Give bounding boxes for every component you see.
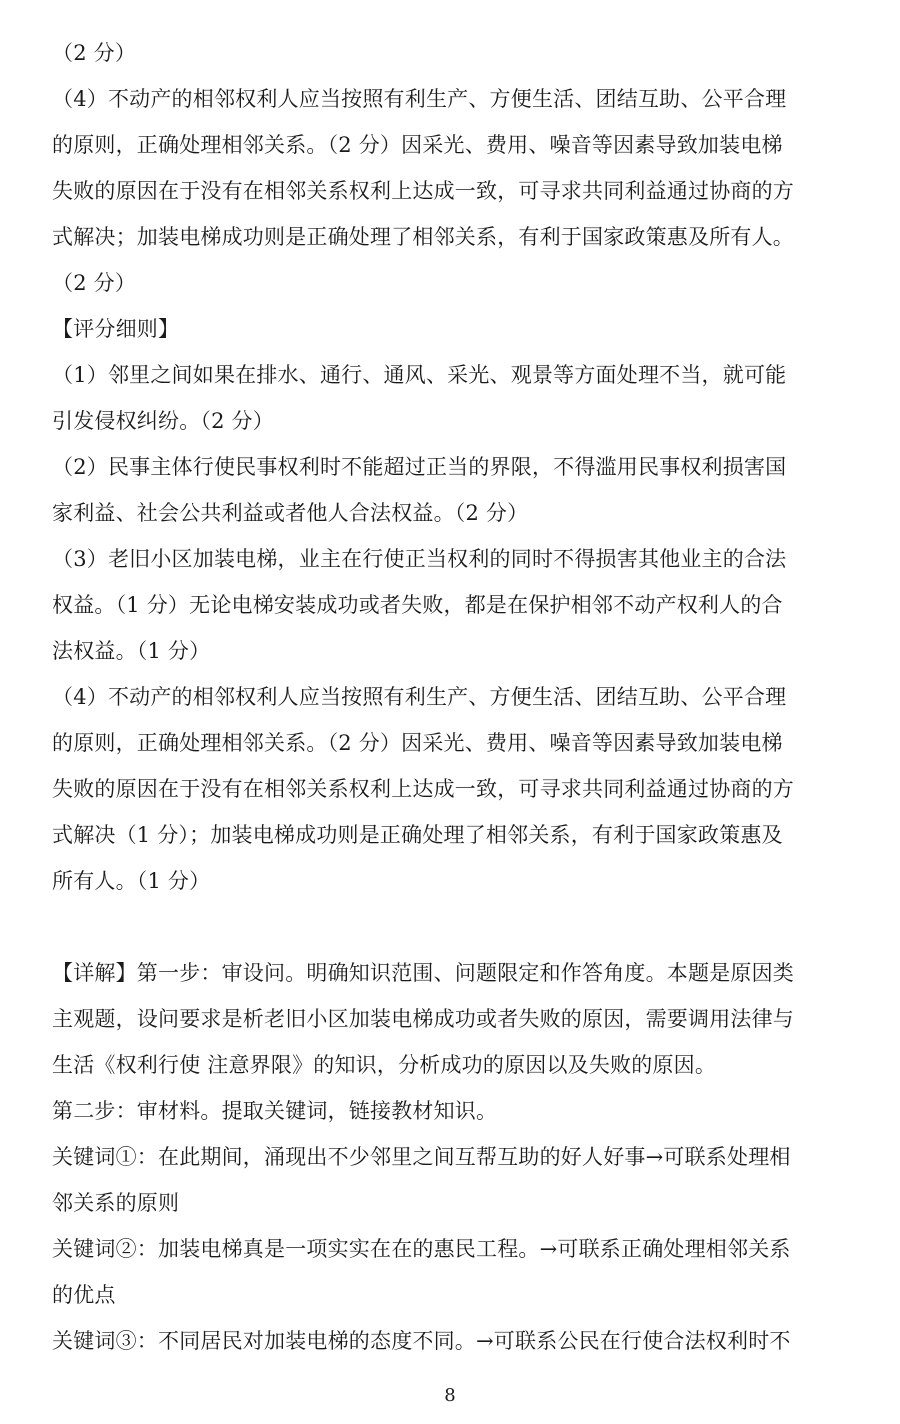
text-line: 家利益、社会公共利益或者他人合法权益。（2 分） [52, 501, 529, 525]
text-line: 第二步：审材料。提取关键词，链接教材知识。 [52, 1099, 498, 1123]
text-line: 关键词②：加装电梯真是一项实实在在的惠民工程。→可联系正确处理相邻关系 [52, 1237, 791, 1261]
text-line: 所有人。（1 分） [52, 869, 211, 893]
text-line: （1）邻里之间如果在排水、通行、通风、采光、观景等方面处理不当，就可能 [52, 363, 787, 387]
text-line: 法权益。（1 分） [52, 639, 211, 663]
text-line: （4）不动产的相邻权利人应当按照有利生产、方便生活、团结互助、公平合理 [52, 87, 787, 111]
page-number: 8 [444, 1385, 456, 1406]
text-line: 式解决；加装电梯成功则是正确处理了相邻关系，有利于国家政策惠及所有人。 [52, 225, 794, 249]
text-line: 失败的原因在于没有在相邻关系权利上达成一致，可寻求共同利益通过协商的方 [52, 777, 794, 801]
text-line: （3）老旧小区加装电梯，业主在行使正当权利的同时不得损害其他业主的合法 [52, 547, 787, 571]
answer-section [52, 30, 862, 904]
text-line: 【详解】第一步：审设问。明确知识范围、问题限定和作答角度。本题是原因类 [52, 961, 794, 985]
section-heading: 【评分细则】 [52, 317, 180, 341]
text-line: 的原则，正确处理相邻关系。（2 分）因采光、费用、噪音等因素导致加装电梯 [52, 731, 783, 755]
text-line: 邻关系的原则 [52, 1191, 180, 1215]
text-line: 的优点 [52, 1283, 116, 1307]
text-line: 主观题，设问要求是析老旧小区加装电梯成功或者失败的原因，需要调用法律与 [52, 1007, 794, 1031]
text-line: 生活《权利行使 注意界限》的知识，分析成功的原因以及失败的原因。 [52, 1053, 717, 1077]
text-line: 式解决（1 分）；加装电梯成功则是正确处理了相邻关系，有利于国家政策惠及 [52, 823, 783, 847]
paragraph-gap [52, 904, 862, 950]
text-line: 失败的原因在于没有在相邻关系权利上达成一致，可寻求共同利益通过协商的方 [52, 179, 794, 203]
text-line: 关键词①：在此期间，涌现出不少邻里之间互帮互助的好人好事→可联系处理相 [52, 1145, 791, 1169]
text-line: 引发侵权纠纷。（2 分） [52, 409, 274, 433]
document-page [52, 30, 862, 1364]
text-line: （2）民事主体行使民事权利时不能超过正当的界限，不得滥用民事权利损害国 [52, 455, 787, 479]
text-line: （2 分） [52, 41, 137, 65]
text-line: 权益。（1 分）无论电梯安装成功或者失败，都是在保护相邻不动产权利人的合 [52, 593, 783, 617]
text-line: （2 分） [52, 271, 137, 295]
text-line: 关键词③：不同居民对加装电梯的态度不同。→可联系公民在行使合法权利时不 [52, 1329, 791, 1353]
text-line: （4）不动产的相邻权利人应当按照有利生产、方便生活、团结互助、公平合理 [52, 685, 787, 709]
explanation-section [52, 950, 862, 1364]
text-line: 的原则，正确处理相邻关系。（2 分）因采光、费用、噪音等因素导致加装电梯 [52, 133, 783, 157]
